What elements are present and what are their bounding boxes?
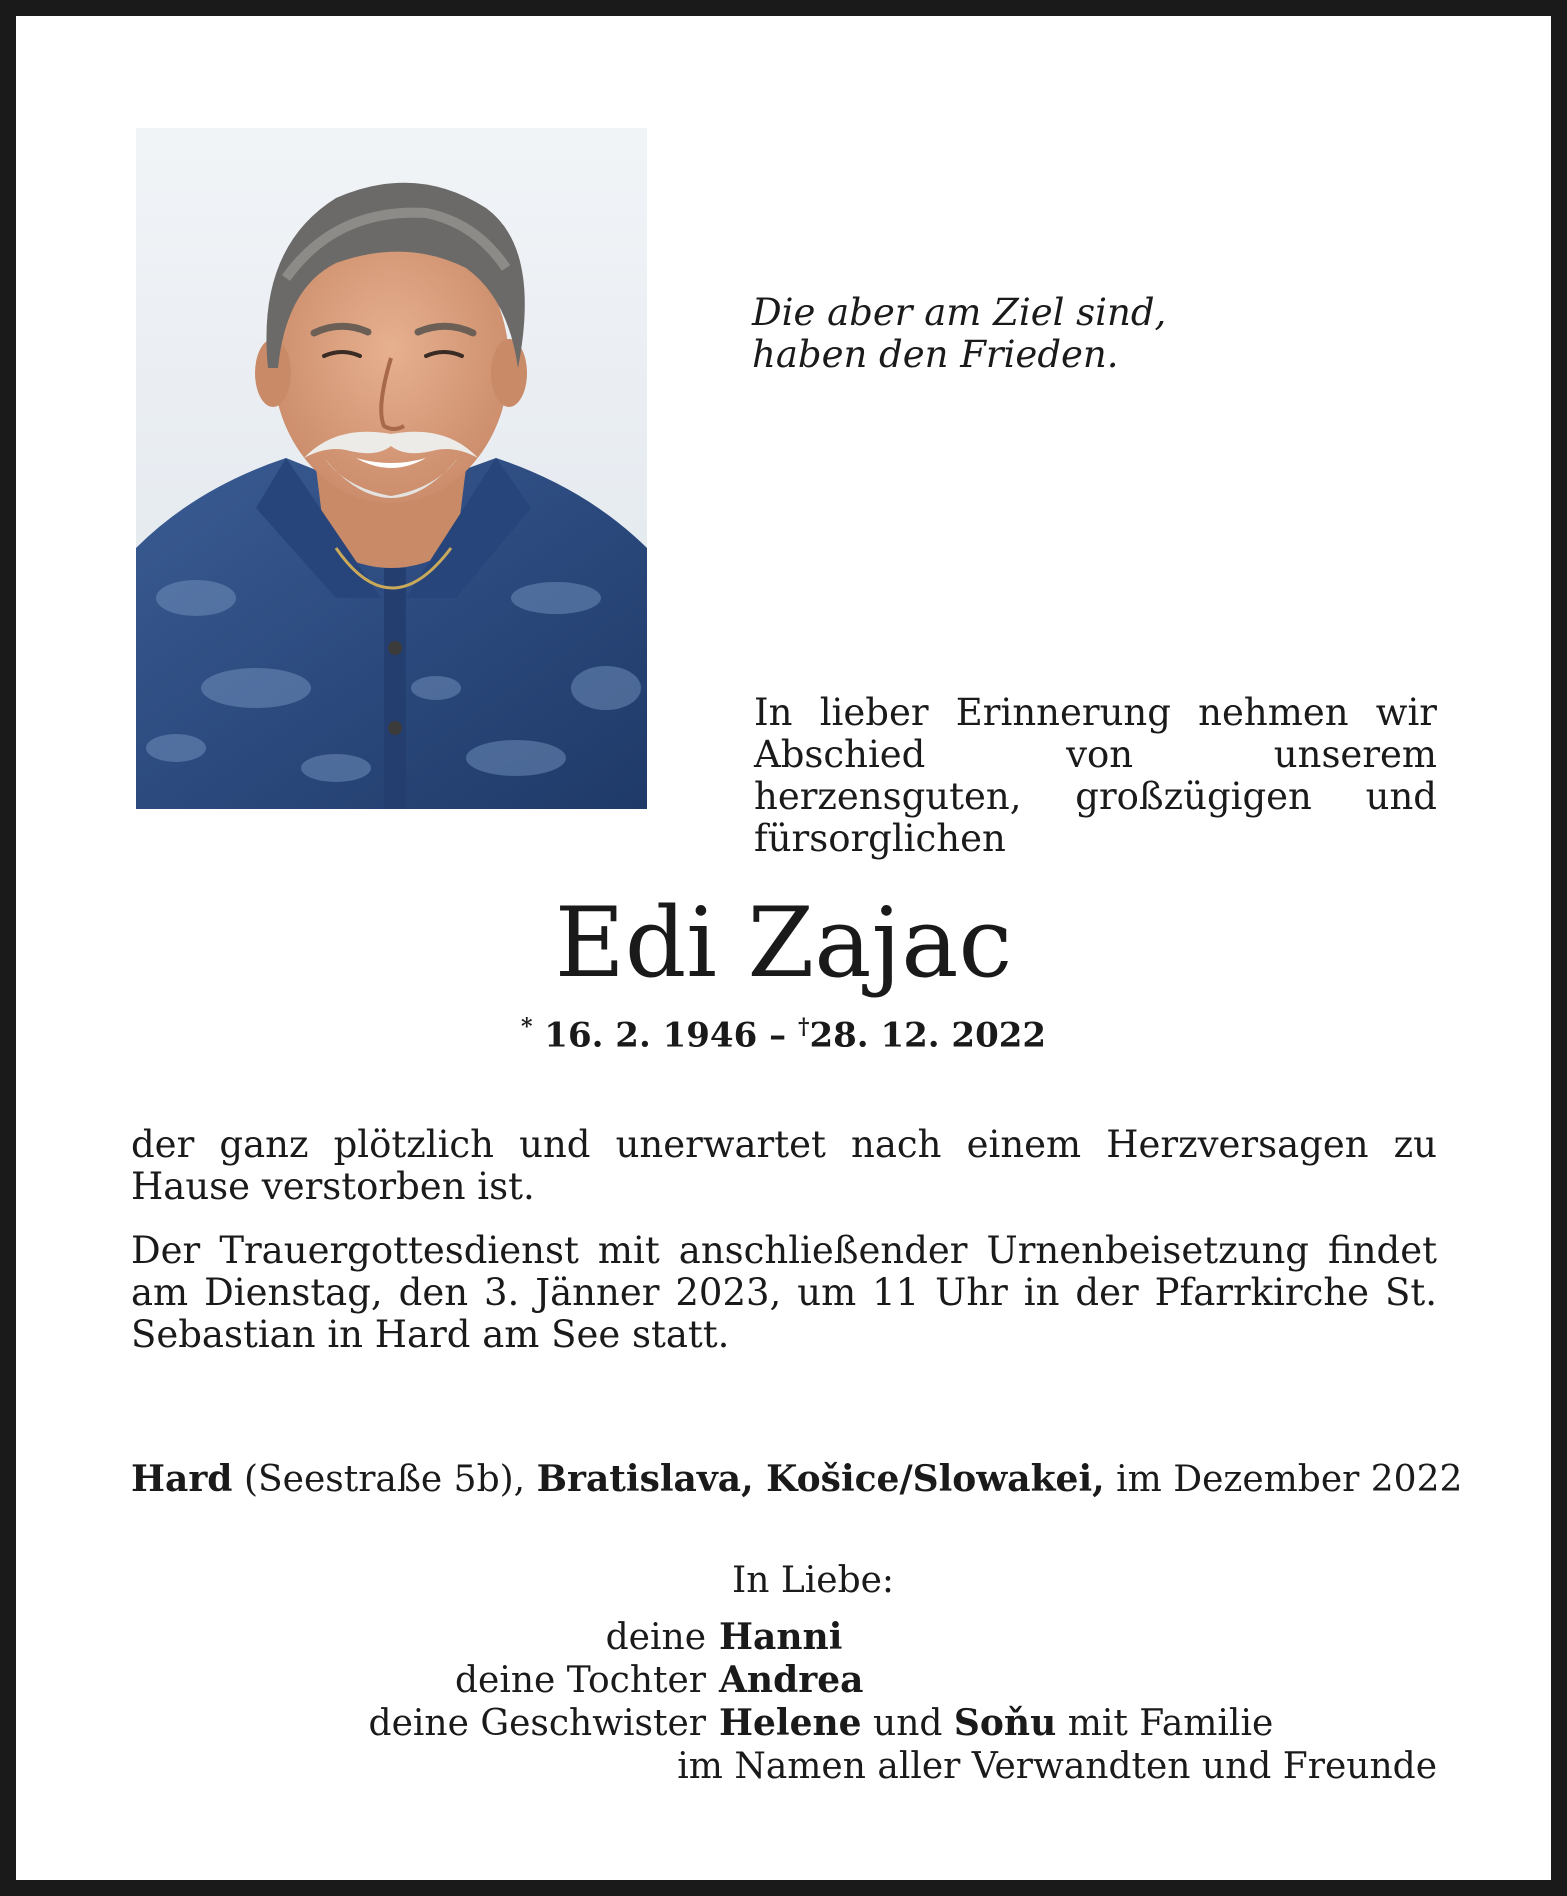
mourner-row	[131, 1702, 1437, 1745]
mourner-name: Soňu	[953, 1702, 1057, 1744]
intro-text: In lieber Erinnerung nehmen wir Abschied von unserem herzensguten, großzügigen und fürsorglichen	[754, 691, 1437, 860]
deceased-name: Edi Zajac	[554, 887, 1013, 999]
mourner-row	[131, 1659, 1437, 1702]
verse-line-2: haben den Frieden.	[752, 333, 1119, 376]
mourner-relation: deine Geschwister	[368, 1703, 706, 1744]
mourner-name: Andrea	[719, 1659, 864, 1701]
mourner-name: Hanni	[719, 1616, 843, 1658]
mourner-name: Helene	[719, 1702, 862, 1744]
mourner-relation: deine	[605, 1617, 706, 1658]
death-date: 28. 12. 2022	[809, 1015, 1047, 1056]
life-dates	[0, 1014, 1567, 1055]
mourner-row	[131, 1745, 1437, 1788]
mourner-closing: im Namen aller Verwandten und Freunde	[677, 1746, 1437, 1787]
mourner-conjunction: und	[873, 1703, 943, 1744]
portrait-photo	[136, 128, 647, 809]
place-date: im Dezember 2022	[1116, 1459, 1463, 1500]
mourner-row	[131, 1616, 1437, 1659]
birth-symbol: *	[520, 1014, 533, 1040]
death-symbol: †	[797, 1014, 810, 1040]
paragraph-death-notice: der ganz plötzlich und unerwartet nach einem Herzversagen zu Hause verstorben ist.	[131, 1123, 1437, 1208]
mourner-relation: deine Tochter	[454, 1660, 706, 1701]
date-separator: –	[769, 1015, 787, 1056]
birth-date: 16. 2. 1946	[544, 1015, 758, 1056]
paragraph-funeral-service: Der Trauergottesdienst mit anschließender Urnenbeisetzung findet am Dienstag, den 3. Jänner 2023, um 11 Uhr in der Pfarrkirche St. Sebastian in Hard am See statt.	[131, 1229, 1437, 1356]
mourners-list	[131, 1616, 1437, 1788]
place-cities: Bratislava, Košice/Slowakei,	[536, 1458, 1105, 1500]
place-date-line	[131, 1458, 1463, 1501]
signoff-heading: In Liebe:	[732, 1560, 895, 1601]
place-address: (Seestraße 5b),	[243, 1459, 526, 1500]
mourner-relation	[131, 1745, 677, 1788]
place-town: Hard	[131, 1458, 233, 1500]
verse-line-1: Die aber am Ziel sind,	[752, 291, 1167, 334]
mourner-suffix: mit Familie	[1067, 1703, 1274, 1744]
verse-quote	[752, 292, 1312, 376]
